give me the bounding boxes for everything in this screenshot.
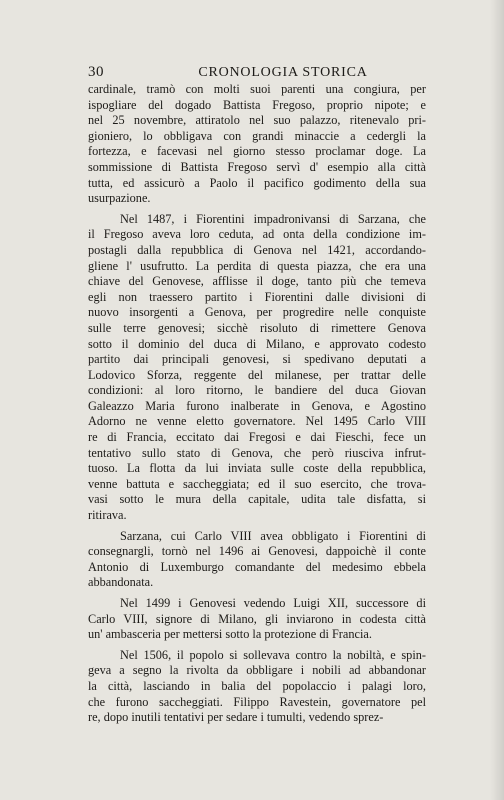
text-line: gioniero, lo obbligava con grandi minaccie a cedergli la [88,128,426,143]
text-line: re di Francia, eccitato dai Fregosi e dai Fieschi, fece un [88,430,426,445]
body-text [88,82,426,731]
text-line: partito dai principali genovesi, si spedivano deputati a [88,352,426,367]
text-line: venne battuta e saccheggiata; ed il suo esercito, che trova- [88,476,426,491]
text-line: fortezza, e facevasi nel giorno stesso proclamar doge. La [88,144,426,159]
text-line: tutta, ed assicurò a Paolo il pacifico godimento della sua [88,175,426,190]
text-line: il Fregoso aveva loro ceduta, ad onta della condizione im- [88,227,426,242]
text-line: un' ambasceria per mettersi sotto la protezione di Francia. [88,627,372,642]
text-line: ispogliare del dogado Battista Fregoso, proprio nipote; e [88,97,426,112]
text-line: consegnargli, tornò nel 1496 ai Genovesi, dappoichè il conte [88,544,426,559]
text-line: Nel 1499 i Genovesi vedendo Luigi XII, successore di [120,596,426,610]
text-line: tentativo sullo stato di Genova, che però riusciva infrut- [88,445,426,460]
running-head: CRONOLOGIA STORICA [198,65,368,80]
text-line: abbandonata. [88,575,154,590]
paragraph [88,529,426,591]
text-line: Sarzana, cui Carlo VIII avea obbligato i Fiorentini di [120,528,426,543]
text-line: Carlo VIII, signore di Milano, gli inviarono in codesta città [88,611,426,626]
text-line: Lodovico Sforza, reggente del milanese, per trattar delle [88,367,426,382]
text-line: nel 25 novembre, attiratolo nel suo palazzo, ritenevalo pri- [88,113,426,128]
text-line: nuovo insorgenti a Genova, per progredire nelle conquiste [88,305,426,320]
text-line: Nel 1506, il popolo si sollevava contro la nobiltà, e spin- [120,647,426,662]
text-line: Antonio di Luxemburgo comandante del medesimo ebbela [88,559,426,574]
text-line: che furono saccheggiati. Filippo Ravestein, governatore pel [88,694,426,709]
text-line: gliene l' usufrutto. La perdita di questa piazza, che era una [88,258,426,273]
page-edge-shadow [490,0,504,800]
text-line: sulle terre genovesi; sicchè risoluto di rimettere Genova [88,320,426,335]
paragraph [88,82,426,207]
text-line: Galeazzo Maria furono inalberate in Genova, e Agostino [88,398,426,413]
paragraph [88,648,426,726]
paragraph [88,212,426,524]
text-line: re, dopo inutili tentativi per sedare i tumulti, vedendo sprez- [88,710,384,725]
text-line: cardinale, tramò con molti suoi parenti una congiura, per [88,82,426,96]
page-number: 30 [88,64,104,80]
text-line: ritirava. [88,508,127,523]
text-line: usurpazione. [88,191,151,206]
paragraph [88,596,426,643]
text-line: postagli dalla repubblica di Genova nel 1421, accordando- [88,242,426,257]
text-line: sommissione di Battista Fregoso servì d' esempio alla città [88,159,426,174]
text-line: vasi sotto le mura della capitale, udita tale disfatta, si [88,492,426,507]
text-line: sotto il dominio del duca di Milano, e approvato codesto [88,336,426,351]
text-line: condizioni: al loro ritorno, le bandiere del duca Giovan [88,383,426,398]
text-line: tuoso. La flotta da lui inviata sulle coste della repubblica, [88,461,426,476]
page-header [88,64,426,84]
text-line: la città, lasciando in balia del popolaccio i palagi loro, [88,678,426,693]
text-line: egli non traessero partito i Fiorentini dalle divisioni di [88,289,426,304]
text-line: chiave del Genovese, afflisse il doge, tanto più che temeva [88,274,426,289]
text-line: geva a segno la rivolta da obbligare i nobili ad abbandonar [88,663,426,678]
text-line: Adorno ne venne eletto governatore. Nel 1495 Carlo VIII [88,414,426,429]
text-line: Nel 1487, i Fiorentini impadronivansi di Sarzana, che [120,211,426,226]
